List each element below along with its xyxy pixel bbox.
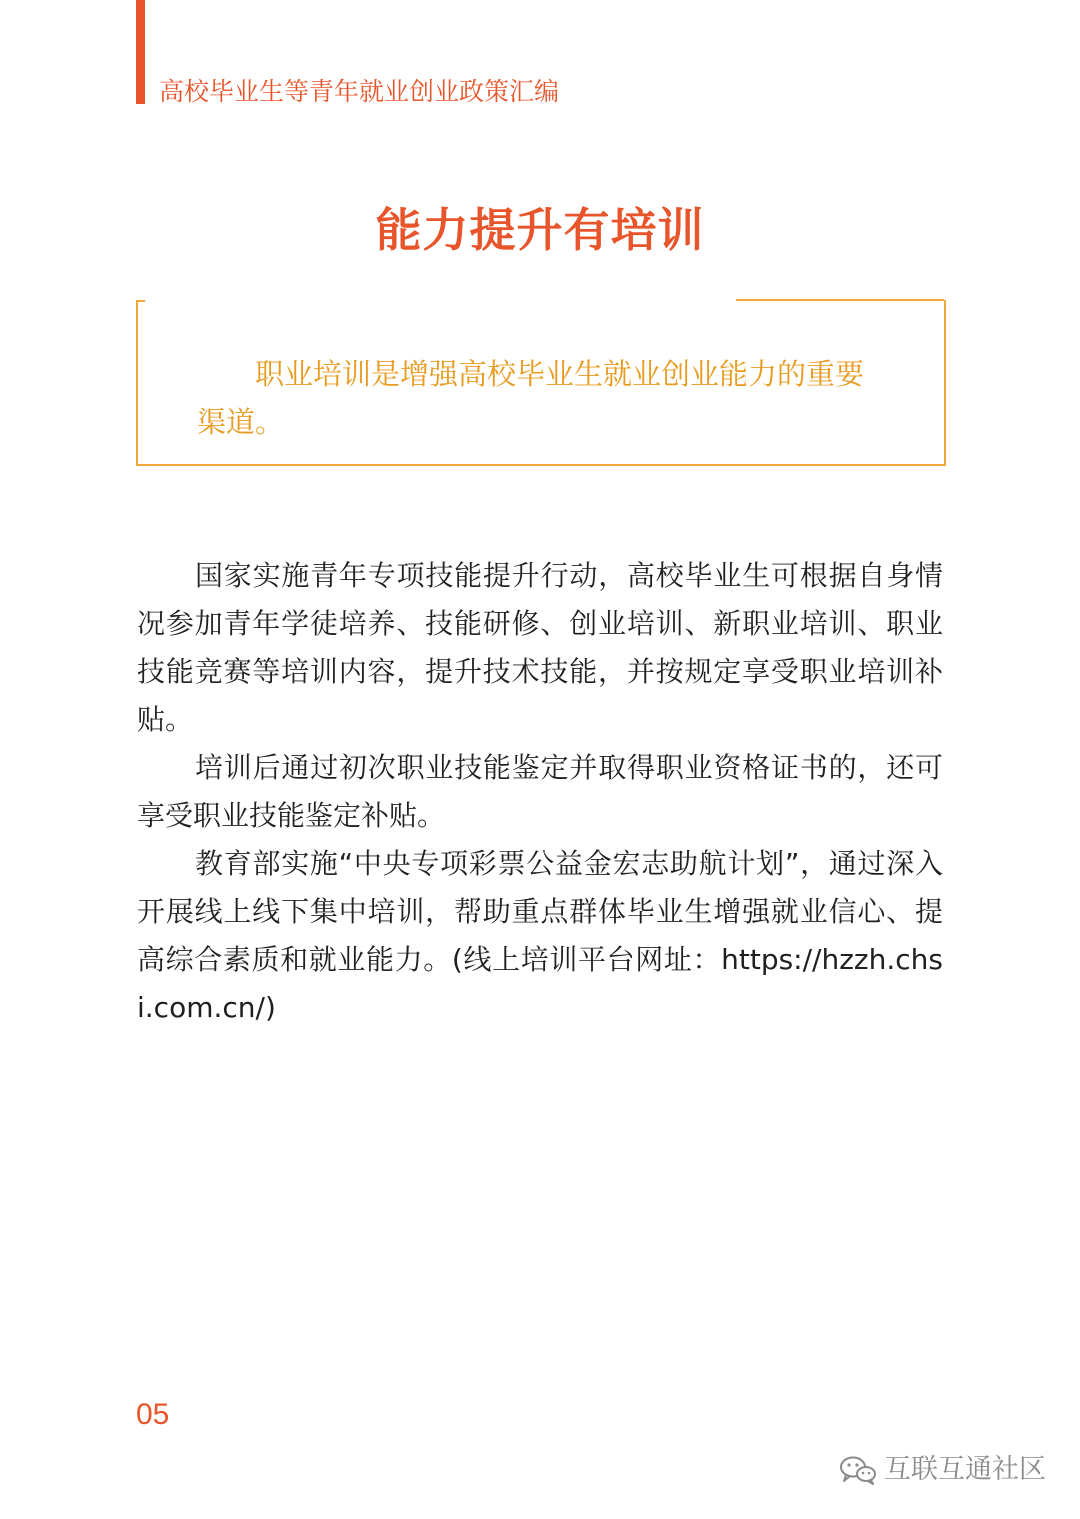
- running-head: 高校毕业生等青年就业创业政策汇编: [159, 77, 560, 106]
- body-text: [137, 552, 943, 1032]
- watermark-label: 互联互通社区: [884, 1454, 1046, 1485]
- body-paragraph-2: 培训后通过初次职业技能鉴定并取得职业资格证书的，还可享受职业技能鉴定补贴。: [137, 751, 943, 832]
- callout-text: 职业培训是增强高校毕业生就业创业能力的重要渠道。: [197, 357, 865, 439]
- callout-border-top-left: [136, 300, 145, 302]
- wechat-icon: [838, 1455, 878, 1485]
- body-paragraph-1: 国家实施青年专项技能提升行动，高校毕业生可根据自身情况参加青年学徒培养、技能研修、创业培训、新职业培训、职业技能竞赛等培训内容，提升技术技能，并按规定享受职业培训补贴。: [137, 559, 943, 736]
- page-number: 05: [136, 1398, 170, 1431]
- callout-border-top-right: [736, 299, 944, 301]
- header-accent-bar: [136, 0, 145, 104]
- watermark: [838, 1452, 1046, 1488]
- section-title: 能力提升有培训: [375, 203, 705, 257]
- body-paragraph-3: 教育部实施“中央专项彩票公益金宏志助航计划”，通过深入开展线上线下集中培训，帮助重点群体毕业生增强就业信心、提高综合素质和就业能力。(线上培训平台网址：https://hzzh.chsi.com.cn/): [137, 847, 943, 1024]
